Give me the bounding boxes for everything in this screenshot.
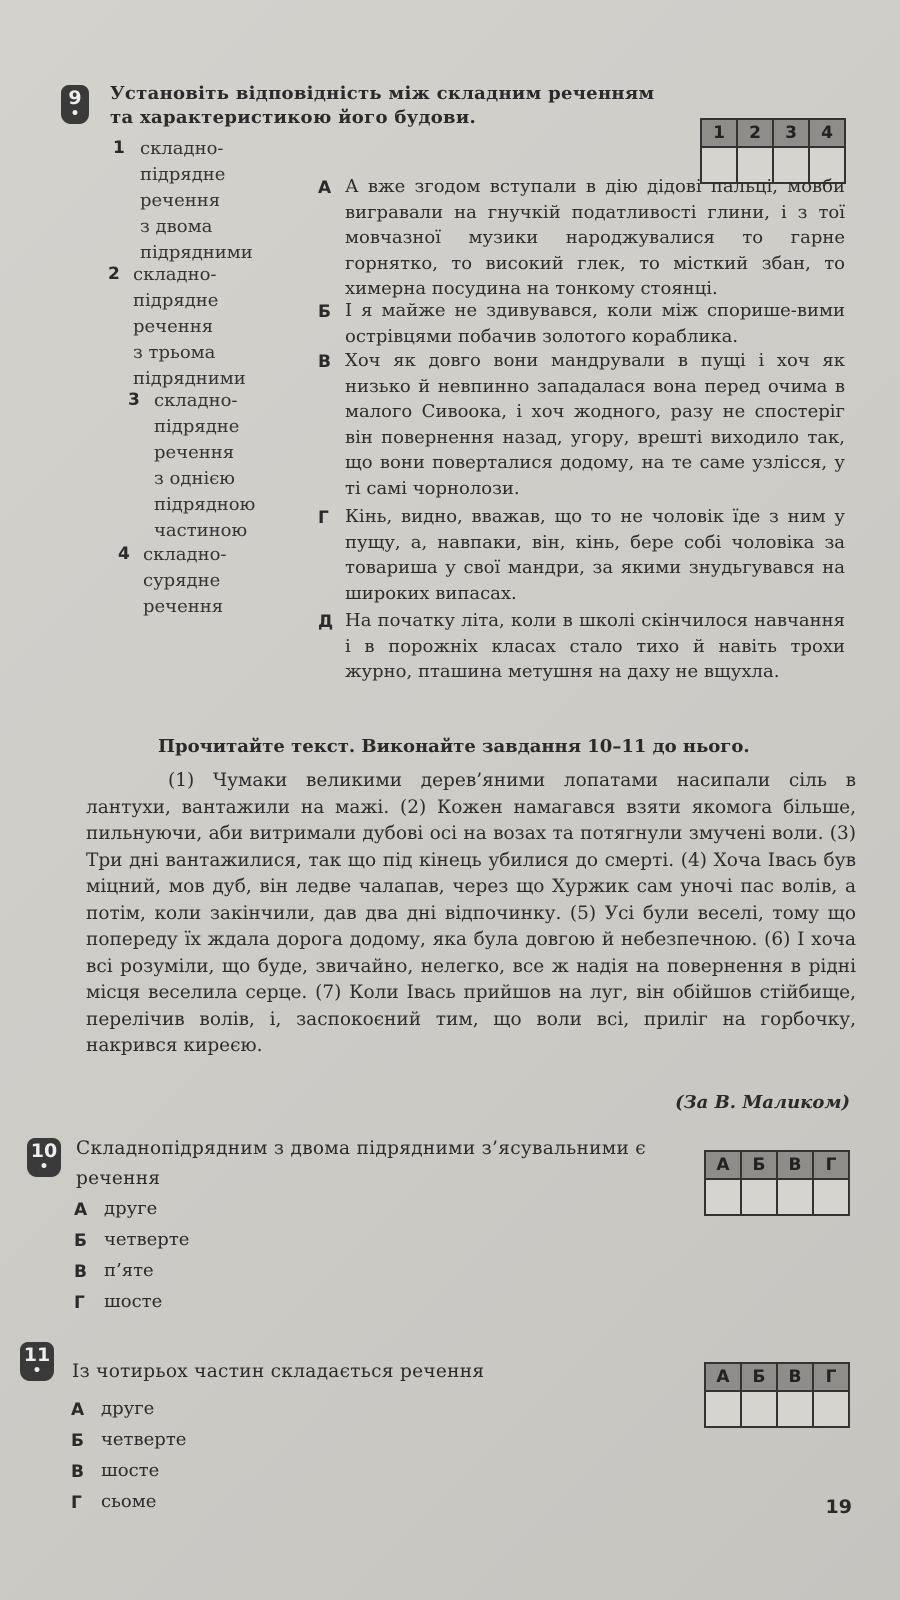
left-item-number: 4 (118, 544, 130, 564)
answer-cell[interactable] (705, 1391, 741, 1427)
grid-header: А (705, 1151, 741, 1179)
right-item-letter: В (318, 352, 331, 372)
grid-header: 4 (809, 119, 845, 147)
option-letter: Б (74, 1231, 87, 1251)
answer-cell[interactable] (741, 1179, 777, 1215)
passage-source: (За В. Маликом) (675, 1092, 850, 1113)
task-11-title: Із чотирьох частин складається речення (72, 1361, 485, 1382)
left-item-number: 1 (113, 138, 125, 158)
left-item-text: складно- сурядне речення (143, 544, 227, 617)
task-10-number: 10 (30, 1140, 58, 1162)
grid-header: В (777, 1363, 813, 1391)
task-10-answer-grid (704, 1150, 850, 1216)
option-text: четверте (104, 1229, 190, 1250)
answer-cell[interactable] (777, 1179, 813, 1215)
answer-cell[interactable] (741, 1391, 777, 1427)
answer-cell[interactable] (705, 1179, 741, 1215)
right-item-letter: А (318, 178, 332, 198)
task-11-badge (20, 1342, 54, 1381)
left-item-text: складно- підрядне речення з однією підрядною частиною (154, 390, 256, 541)
option-letter: В (74, 1262, 87, 1282)
grid-header: Б (741, 1151, 777, 1179)
option-text: шосте (101, 1460, 160, 1481)
grid-header: Г (813, 1151, 849, 1179)
answer-cell[interactable] (813, 1179, 849, 1215)
reading-passage: (1) Чумаки великими дерев’яними лопатами насипали сіль в лантухи, вантажили на мажі. (2) Кожен намагався взяти якомога більше, пильнуючи, аби витримали дубові осі на возах та потягнули змучені воли. (3) Три дні вантажилися, так що під кінець убилися до смерті. (4) Хоча Івась був міцний, мов дуб, він ледве чалапав, через що Хуржик сам уночі пас волів, а потім, коли закінчили, дав два дні відпочинку. (5) Усі були веселі, тому що попереду їх ждала дорога додому, яка була довгою й небезпечною. (6) І хоча всі розуміли, що буде, звичайно, нелегко, все ж надія на повернення в рідні місця веселила серце. (7) Коли Івась прийшов на луг, він обійшов стійбище, перелічив волів, і, заспокоєний тим, що воли всі, приліг на горбочку, накрився киреєю. (86, 770, 856, 1056)
left-item-number: 3 (128, 390, 140, 410)
answer-cell[interactable] (813, 1391, 849, 1427)
option-letter: Г (71, 1493, 82, 1513)
reading-heading: Прочитайте текст. Виконайте завдання 10–11 до нього. (158, 736, 750, 757)
option-text: друге (101, 1398, 155, 1419)
right-item-text: А вже згодом вступали в дію дідові пальці, мовби вигравали на гнучкій податливості глини, і з тої мовчазної музики народжувалися то гарне горнятко, то високий глек, то місткий збан, то химерна посудина на тонкому стоянці. (345, 176, 845, 299)
right-item-text: На початку літа, коли в школі скінчилося навчання і в порожніх класах стало тихо й навіть трохи журно, пташина метушня на даху не вщухла. (345, 610, 845, 682)
option-letter: Б (71, 1431, 84, 1451)
task-10-title: Складнопідрядним з двома підрядними з’ясувальними є речення (76, 1138, 646, 1189)
task-9-badge (61, 85, 89, 124)
grid-header: Г (813, 1363, 849, 1391)
task-11-dot: • (32, 1363, 42, 1379)
option-text: п’яте (104, 1260, 154, 1281)
option-letter: В (71, 1462, 84, 1482)
task-11-answer-grid (704, 1362, 850, 1428)
task-9-dot: • (70, 106, 80, 122)
left-item-number: 2 (108, 264, 120, 284)
option-text: сьоме (101, 1491, 157, 1512)
page-number: 19 (825, 1496, 852, 1518)
task-9-number: 9 (68, 87, 82, 109)
option-letter: Г (74, 1293, 85, 1313)
grid-header: А (705, 1363, 741, 1391)
option-text: четверте (101, 1429, 187, 1450)
answer-cell[interactable] (777, 1391, 813, 1427)
option-text: друге (104, 1198, 158, 1219)
right-item-letter: Б (318, 302, 331, 322)
right-item-letter: Д (318, 612, 334, 632)
option-letter: А (71, 1400, 85, 1420)
grid-header: 3 (773, 119, 809, 147)
left-item-text: складно- підрядне речення з трьома підрядними (133, 264, 246, 389)
right-item-text: Кінь, видно, вважав, що то не чоловік їде з ним у пущу, а, навпаки, він, кінь, бере собі чоловіка за товариша у свої мандри, за якими знудьгувався на широких випасах. (345, 506, 845, 604)
grid-header: Б (741, 1363, 777, 1391)
task-10-dot: • (39, 1159, 49, 1175)
left-item-text: складно- підрядне речення з двома підрядними (140, 138, 253, 263)
task-9-title: Установіть відповідність між складним реченням та характеристикою його будови. (110, 83, 655, 128)
grid-header: 2 (737, 119, 773, 147)
right-item-text: І я майже не здивувався, коли між спорише-вими острівцями побачив золотого кораблика. (345, 300, 845, 347)
grid-header: 1 (701, 119, 737, 147)
task-10-badge (27, 1138, 61, 1177)
right-item-text: Хоч як довго вони мандрували в пущі і хоч як низько й невпинно западалася вона перед очима в малого Сивоока, і хоч жодного, разу не спостеріг він повернення назад, угору, врешті виходило так, що вони поверталися додому, на те саме узлісся, у ті самі чорнолози. (345, 350, 845, 499)
right-item-letter: Г (318, 508, 329, 528)
task-11-number: 11 (23, 1344, 51, 1366)
option-text: шосте (104, 1291, 163, 1312)
option-letter: А (74, 1200, 88, 1220)
grid-header: В (777, 1151, 813, 1179)
